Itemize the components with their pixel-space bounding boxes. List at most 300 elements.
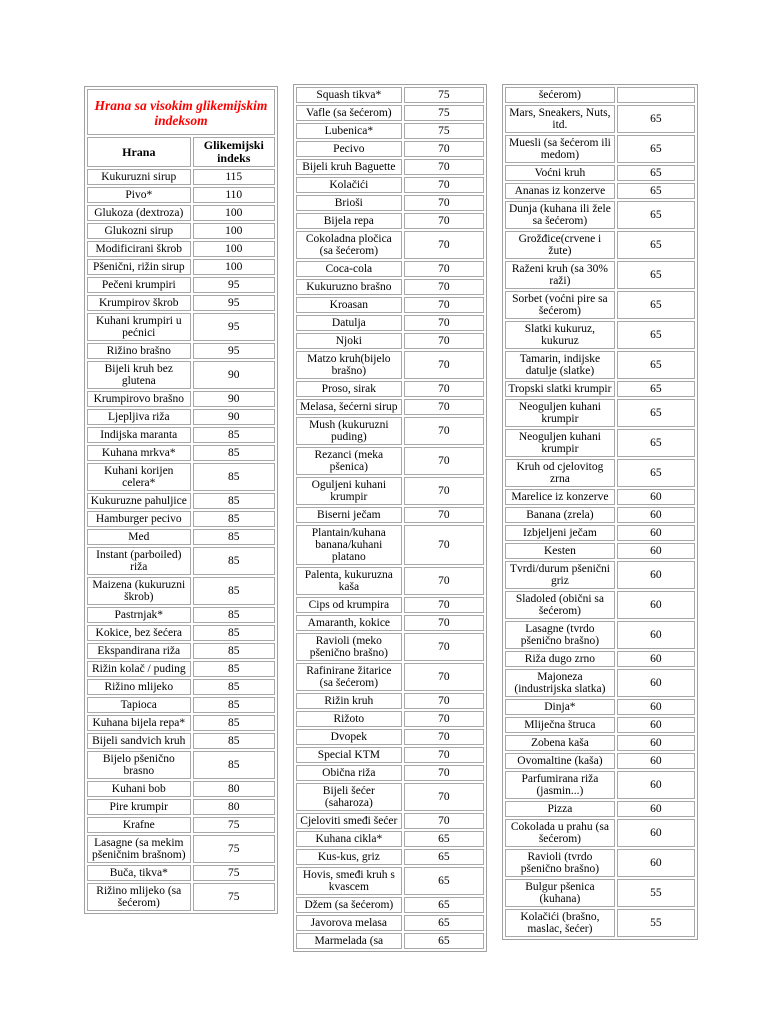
table-row (505, 543, 695, 559)
food-name: Ravioli (tvrdo pšenično brašno) (505, 849, 615, 877)
food-name: Izbjeljeni ječam (505, 525, 615, 541)
table-row (505, 399, 695, 427)
glycemic-index-value: 70 (404, 447, 484, 475)
table-row (296, 897, 484, 913)
glycemic-index-value: 70 (404, 507, 484, 523)
glycemic-index-value: 70 (404, 633, 484, 661)
food-name: Kuhani bob (87, 781, 191, 797)
table-row (505, 489, 695, 505)
glycemic-index-value: 60 (617, 561, 695, 589)
glycemic-index-value: 85 (193, 733, 275, 749)
table-row (87, 343, 275, 359)
table-row (296, 813, 484, 829)
table-row (296, 765, 484, 781)
table-row (87, 865, 275, 881)
glycemic-index-value: 60 (617, 507, 695, 523)
food-name: Matzo kruh(bijelo brašno) (296, 351, 402, 379)
glycemic-index-value: 85 (193, 643, 275, 659)
gi-table-2 (293, 84, 487, 952)
food-name: Cips od krumpira (296, 597, 402, 613)
food-name: Cokoladna pločica (sa šećerom) (296, 231, 402, 259)
table-row (296, 711, 484, 727)
food-name: Lasagne (sa mekim pšeničnim brašnom) (87, 835, 191, 863)
food-name: Kokice, bez šećera (87, 625, 191, 641)
food-name: Rižin kolač / puding (87, 661, 191, 677)
glycemic-index-value: 70 (404, 783, 484, 811)
food-name: Bijeli kruh Baguette (296, 159, 402, 175)
table-row (296, 417, 484, 445)
glycemic-index-value: 75 (193, 817, 275, 833)
table-3-body (505, 87, 695, 937)
glycemic-index-value: 70 (404, 615, 484, 631)
table-row (87, 733, 275, 749)
glycemic-index-value: 90 (193, 391, 275, 407)
glycemic-index-value: 90 (193, 409, 275, 425)
table-row (505, 771, 695, 799)
glycemic-index-value: 65 (617, 165, 695, 181)
glycemic-index-value: 60 (617, 669, 695, 697)
glycemic-index-value: 60 (617, 735, 695, 751)
glycemic-index-value: 65 (617, 183, 695, 199)
glycemic-index-value: 95 (193, 313, 275, 341)
glycemic-index-value: 65 (617, 135, 695, 163)
table-row (505, 429, 695, 457)
table-row (505, 87, 695, 103)
glycemic-index-value: 115 (193, 169, 275, 185)
table-row (505, 879, 695, 907)
food-name: Neoguljen kuhani krumpir (505, 399, 615, 427)
glycemic-index-value: 85 (193, 715, 275, 731)
glycemic-index-value: 75 (193, 865, 275, 881)
food-name: Modificirani škrob (87, 241, 191, 257)
table-row (87, 661, 275, 677)
glycemic-index-value: 70 (404, 663, 484, 691)
food-name: Riža dugo zrno (505, 651, 615, 667)
table-row (505, 525, 695, 541)
food-name: Maizena (kukuruzni škrob) (87, 577, 191, 605)
glycemic-index-value: 70 (404, 279, 484, 295)
food-name: Kukuruzni sirup (87, 169, 191, 185)
table-row (505, 801, 695, 817)
table-row (296, 525, 484, 565)
food-name: Bulgur pšenica (kuhana) (505, 879, 615, 907)
table-row (87, 643, 275, 659)
table-row (505, 261, 695, 289)
glycemic-index-value: 75 (193, 883, 275, 911)
food-name: Kesten (505, 543, 615, 559)
glycemic-index-value: 65 (404, 897, 484, 913)
food-name: Vafle (sa šećerom) (296, 105, 402, 121)
table-row (87, 427, 275, 443)
food-name: Kuhana mrkva* (87, 445, 191, 461)
glycemic-index-value: 70 (404, 315, 484, 331)
glycemic-index-value: 65 (617, 231, 695, 259)
table-row (296, 261, 484, 277)
table-row (87, 547, 275, 575)
table-row (296, 297, 484, 313)
food-name: šećerom) (505, 87, 615, 103)
glycemic-index-value: 65 (404, 867, 484, 895)
table-row (296, 315, 484, 331)
glycemic-index-value: 75 (404, 105, 484, 121)
glycemic-index-value: 70 (404, 297, 484, 313)
table-row (87, 751, 275, 779)
table-row (505, 507, 695, 523)
glycemic-index-value: 65 (617, 105, 695, 133)
table-row (87, 577, 275, 605)
glycemic-index-value: 60 (617, 525, 695, 541)
food-name: Coca-cola (296, 261, 402, 277)
glycemic-index-value: 65 (617, 261, 695, 289)
food-name: Neoguljen kuhani krumpir (505, 429, 615, 457)
food-name: Mars, Sneakers, Nuts, itd. (505, 105, 615, 133)
table-row (87, 295, 275, 311)
food-name: Proso, sirak (296, 381, 402, 397)
table-row (296, 849, 484, 865)
food-name: Buča, tikva* (87, 865, 191, 881)
table-row (296, 915, 484, 931)
table-row (505, 459, 695, 487)
food-name: Kolačići (brašno, maslac, šećer) (505, 909, 615, 937)
food-name: Hamburger pecivo (87, 511, 191, 527)
food-name: Glukoza (dextroza) (87, 205, 191, 221)
food-name: Hovis, smeđi kruh s kvascem (296, 867, 402, 895)
glycemic-index-value: 70 (404, 525, 484, 565)
table-row (87, 169, 275, 185)
table-row (505, 621, 695, 649)
table-row (296, 693, 484, 709)
food-name: Cjeloviti smeđi šećer (296, 813, 402, 829)
table-row (505, 717, 695, 733)
food-name: Tropski slatki krumpir (505, 381, 615, 397)
table-row (296, 105, 484, 121)
food-name: Tamarin, indijske datulje (slatke) (505, 351, 615, 379)
glycemic-index-value: 65 (617, 321, 695, 349)
food-name: Glukozni sirup (87, 223, 191, 239)
table-row (505, 819, 695, 847)
glycemic-index-value: 85 (193, 511, 275, 527)
food-name: Voćni kruh (505, 165, 615, 181)
glycemic-index-value: 60 (617, 819, 695, 847)
food-name: Rižoto (296, 711, 402, 727)
table-row (87, 361, 275, 389)
table-row (296, 399, 484, 415)
food-name: Kuhani korijen celera* (87, 463, 191, 491)
table-row (296, 729, 484, 745)
table-row (296, 195, 484, 211)
glycemic-index-value: 70 (404, 597, 484, 613)
food-name: Mliječna štruca (505, 717, 615, 733)
glycemic-index-value: 75 (404, 87, 484, 103)
glycemic-index-value: 65 (617, 291, 695, 319)
table-row (87, 817, 275, 833)
food-name: Squash tikva* (296, 87, 402, 103)
glycemic-index-value: 65 (617, 201, 695, 229)
table-row (87, 529, 275, 545)
food-name: Bijeli kruh bez glutena (87, 361, 191, 389)
glycemic-index-value: 60 (617, 651, 695, 667)
food-name: Ljepljiva riža (87, 409, 191, 425)
glycemic-index-value: 70 (404, 195, 484, 211)
glycemic-index-value: 100 (193, 259, 275, 275)
table-row (296, 351, 484, 379)
glycemic-index-value: 65 (617, 381, 695, 397)
table-row (505, 651, 695, 667)
table-row (296, 933, 484, 949)
food-name: Sorbet (voćni pire sa šećerom) (505, 291, 615, 319)
food-name: Oguljeni kuhani krumpir (296, 477, 402, 505)
food-name: Special KTM (296, 747, 402, 763)
food-name: Biserni ječam (296, 507, 402, 523)
table-row (296, 663, 484, 691)
table-row (87, 445, 275, 461)
title-row (87, 89, 275, 135)
glycemic-index-value: 60 (617, 717, 695, 733)
glycemic-index-value: 70 (404, 711, 484, 727)
table-row (505, 561, 695, 589)
table-row (505, 231, 695, 259)
table-row (87, 781, 275, 797)
glycemic-index-value: 60 (617, 801, 695, 817)
glycemic-index-value: 60 (617, 771, 695, 799)
table-row (296, 159, 484, 175)
food-name: Datulja (296, 315, 402, 331)
food-name: Krafne (87, 817, 191, 833)
table-row (87, 835, 275, 863)
glycemic-index-value: 60 (617, 753, 695, 769)
glycemic-index-value: 85 (193, 625, 275, 641)
food-name: Rižino brašno (87, 343, 191, 359)
table-row (296, 507, 484, 523)
table-row (296, 747, 484, 763)
table-row (505, 699, 695, 715)
table-row (87, 511, 275, 527)
table-row (505, 351, 695, 379)
table-row (296, 381, 484, 397)
food-name: Brioši (296, 195, 402, 211)
table-row (296, 783, 484, 811)
food-name: Mush (kukuruzni puding) (296, 417, 402, 445)
food-name: Kus-kus, griz (296, 849, 402, 865)
glycemic-index-value: 95 (193, 295, 275, 311)
table-row (87, 679, 275, 695)
food-name: Grožđice(crvene i žute) (505, 231, 615, 259)
table-row (505, 669, 695, 697)
food-name: Pire krumpir (87, 799, 191, 815)
glycemic-index-value: 85 (193, 427, 275, 443)
food-name: Pivo* (87, 187, 191, 203)
food-name: Melasa, šećerni sirup (296, 399, 402, 415)
glycemic-index-value: 65 (404, 831, 484, 847)
food-name: Kuhana cikla* (296, 831, 402, 847)
table-row (87, 223, 275, 239)
glycemic-index-value: 70 (404, 213, 484, 229)
glycemic-index-value: 85 (193, 493, 275, 509)
table-row (87, 493, 275, 509)
food-name: Tapioca (87, 697, 191, 713)
glycemic-index-value: 65 (617, 399, 695, 427)
glycemic-index-value: 70 (404, 141, 484, 157)
table-row (505, 321, 695, 349)
glycemic-index-value: 55 (617, 879, 695, 907)
food-name: Rafinirane žitarice (sa šećerom) (296, 663, 402, 691)
food-name: Bijelo pšenično brasno (87, 751, 191, 779)
food-name: Indijska maranta (87, 427, 191, 443)
food-name: Krumpirov škrob (87, 295, 191, 311)
food-name: Med (87, 529, 191, 545)
glycemic-index-value: 70 (404, 765, 484, 781)
glycemic-index-value: 65 (617, 351, 695, 379)
glycemic-index-value: 100 (193, 205, 275, 221)
table-row (505, 135, 695, 163)
glycemic-index-value: 75 (404, 123, 484, 139)
glycemic-index-value: 60 (617, 621, 695, 649)
table-row (87, 259, 275, 275)
food-name: Raženi kruh (sa 30% raži) (505, 261, 615, 289)
table-row (296, 231, 484, 259)
food-name: Ananas iz konzerve (505, 183, 615, 199)
table-row (87, 187, 275, 203)
food-name: Bijeli šećer (saharoza) (296, 783, 402, 811)
table-row (87, 313, 275, 341)
food-name: Rižino mlijeko (87, 679, 191, 695)
food-name: Njoki (296, 333, 402, 349)
table-row (296, 831, 484, 847)
glycemic-index-value: 85 (193, 697, 275, 713)
glycemic-index-value: 85 (193, 577, 275, 605)
glycemic-index-value: 75 (193, 835, 275, 863)
glycemic-index-value: 70 (404, 261, 484, 277)
glycemic-index-value: 60 (617, 699, 695, 715)
food-name: Plantain/kuhana banana/kuhani platano (296, 525, 402, 565)
glycemic-index-value: 70 (404, 333, 484, 349)
glycemic-index-value: 90 (193, 361, 275, 389)
food-name: Kolačići (296, 177, 402, 193)
food-name: Rezanci (meka pšenica) (296, 447, 402, 475)
food-name: Krumpirovo brašno (87, 391, 191, 407)
table-row (87, 625, 275, 641)
glycemic-index-value: 60 (617, 591, 695, 619)
table-row (296, 213, 484, 229)
food-name: Dinja* (505, 699, 615, 715)
food-name: Cokolada u prahu (sa šećerom) (505, 819, 615, 847)
glycemic-index-value: 95 (193, 277, 275, 293)
food-name: Ekspandirana riža (87, 643, 191, 659)
food-name: Javorova melasa (296, 915, 402, 931)
glycemic-index-value: 70 (404, 399, 484, 415)
table-row (296, 597, 484, 613)
table-row (87, 241, 275, 257)
glycemic-index-value: 80 (193, 799, 275, 815)
food-name: Kuhana bijela repa* (87, 715, 191, 731)
glycemic-index-value: 85 (193, 547, 275, 575)
table-row (505, 105, 695, 133)
table-row (296, 123, 484, 139)
table-row (296, 279, 484, 295)
food-name: Parfumirana riža (jasmin...) (505, 771, 615, 799)
food-name: Amaranth, kokice (296, 615, 402, 631)
food-name: Lubenica* (296, 123, 402, 139)
food-name: Majoneza (industrijska slatka) (505, 669, 615, 697)
table-1-body (87, 169, 275, 911)
glycemic-index-value: 60 (617, 849, 695, 877)
glycemic-index-value: 70 (404, 159, 484, 175)
glycemic-index-value: 70 (404, 381, 484, 397)
food-name: Bijeli sandvich kruh (87, 733, 191, 749)
table-row (296, 447, 484, 475)
table-row (296, 633, 484, 661)
table-row (87, 607, 275, 623)
table-row (296, 333, 484, 349)
glycemic-index-value: 65 (404, 849, 484, 865)
glycemic-index-value: 70 (404, 747, 484, 763)
glycemic-index-value: 85 (193, 679, 275, 695)
table-row (296, 141, 484, 157)
table-row (505, 165, 695, 181)
food-name: Pizza (505, 801, 615, 817)
glycemic-index-value: 70 (404, 231, 484, 259)
food-name: Kroasan (296, 297, 402, 313)
glycemic-index-value: 70 (404, 567, 484, 595)
food-name: Džem (sa šećerom) (296, 897, 402, 913)
food-name: Kukuruzne pahuljice (87, 493, 191, 509)
table-row (505, 201, 695, 229)
table-row (296, 615, 484, 631)
glycemic-index-value: 70 (404, 813, 484, 829)
glycemic-index-value: 85 (193, 607, 275, 623)
glycemic-index-value: 85 (193, 661, 275, 677)
food-name: Pastrnjak* (87, 607, 191, 623)
table-row (296, 867, 484, 895)
table-row (505, 909, 695, 937)
table-row (87, 715, 275, 731)
glycemic-index-value: 70 (404, 693, 484, 709)
table-row (296, 477, 484, 505)
food-name: Tvrdi/durum pšenični griz (505, 561, 615, 589)
food-name: Ovomaltine (kaša) (505, 753, 615, 769)
food-name: Marmelada (sa (296, 933, 402, 949)
food-name: Kruh od cjelovitog zrna (505, 459, 615, 487)
glycemic-index-value: 65 (404, 915, 484, 931)
glycemic-index-value: 85 (193, 529, 275, 545)
food-name: Zobena kaša (505, 735, 615, 751)
table-row (87, 463, 275, 491)
glycemic-index-value: 60 (617, 543, 695, 559)
food-name: Marelice iz konzerve (505, 489, 615, 505)
table-row (87, 391, 275, 407)
food-name: Kukuruzno brašno (296, 279, 402, 295)
gi-table-1 (84, 86, 278, 914)
food-name: Kuhani krumpiri u pećnici (87, 313, 191, 341)
glycemic-index-value: 55 (617, 909, 695, 937)
food-name: Palenta, kukuruzna kaša (296, 567, 402, 595)
glycemic-index-value: 70 (404, 177, 484, 193)
glycemic-index-value: 100 (193, 241, 275, 257)
gi-table-3 (502, 84, 698, 940)
food-name: Lasagne (tvrdo pšenično brašno) (505, 621, 615, 649)
table-row (87, 883, 275, 911)
glycemic-index-value: 70 (404, 477, 484, 505)
table-row (87, 799, 275, 815)
table-row (505, 183, 695, 199)
header-food: Hrana (87, 137, 191, 167)
table-row (296, 87, 484, 103)
table-title: Hrana sa visokim glikemijskim indeksom (87, 89, 275, 135)
food-name: Muesli (sa šećerom ili medom) (505, 135, 615, 163)
glycemic-index-value: 65 (617, 429, 695, 457)
glycemic-index-value: 95 (193, 343, 275, 359)
table-row (87, 697, 275, 713)
